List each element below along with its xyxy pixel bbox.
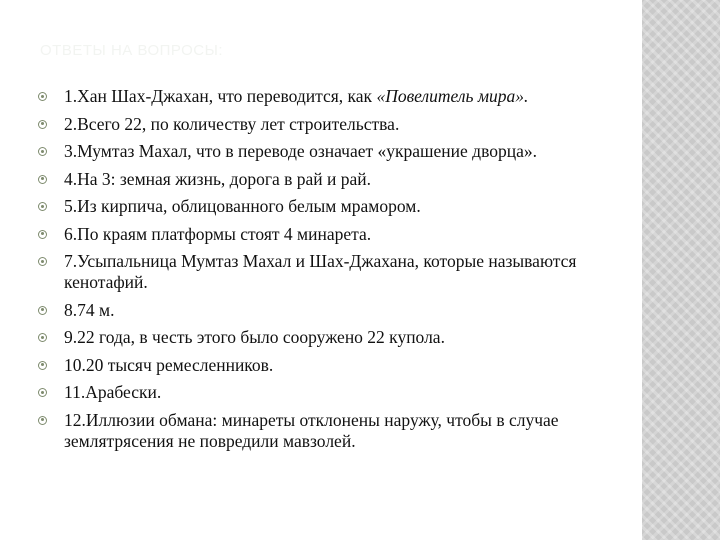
ring-bullet-icon <box>38 388 47 397</box>
item-text: 6.По краям платформы стоят 4 минарета. <box>64 223 372 244</box>
item-text: 5.Из кирпича, облицованного белым мрамором. <box>64 196 421 216</box>
answer-list <box>38 86 628 458</box>
ring-bullet-icon <box>38 147 47 156</box>
ring-bullet-icon <box>38 92 47 101</box>
item-text: 2.Всего 22, по количеству лет строительства. <box>64 113 400 134</box>
item-text: 1.Хан Шах-Джахан, что переводится, как <box>64 86 377 106</box>
ring-bullet-icon <box>38 230 47 239</box>
ring-bullet-icon <box>38 120 47 129</box>
ring-bullet-icon <box>38 257 47 266</box>
item-emphasis: «Повелитель мира». <box>376 86 529 106</box>
item-text: 7.Усыпальница Мумтаз Махал и Шах-Джахана, которые называются кенотафий. <box>64 251 577 292</box>
list-item <box>38 251 628 293</box>
item-text: 12.Иллюзии обмана: минареты отклонены наружу, чтобы в случае землятрясения не повредили мавзолей. <box>64 409 559 451</box>
ring-bullet-icon <box>38 361 47 370</box>
item-text: 8.74 м. <box>64 299 115 320</box>
list-item <box>38 382 628 403</box>
item-text: 11.Арабески. <box>64 382 162 402</box>
ring-bullet-icon <box>38 416 47 425</box>
ring-bullet-icon <box>38 202 47 211</box>
side-pattern-decoration <box>642 0 720 540</box>
list-item <box>38 196 628 217</box>
list-item <box>38 114 628 135</box>
item-text: 4.На 3: земная жизнь, дорога в рай и рай. <box>64 168 372 189</box>
list-item <box>38 169 628 190</box>
item-text: 9.22 года, в честь этого было сооружено 22 купола. <box>64 327 445 347</box>
ring-bullet-icon <box>38 175 47 184</box>
list-item <box>38 300 628 321</box>
list-item <box>38 141 628 162</box>
item-text: 3.Мумтаз Махал, что в переводе означает «украшение дворца». <box>64 141 537 161</box>
list-item <box>38 410 628 452</box>
item-text: 10.20 тысяч ремесленников. <box>64 354 274 375</box>
list-item <box>38 327 628 348</box>
list-item <box>38 355 628 376</box>
ring-bullet-icon <box>38 306 47 315</box>
ring-bullet-icon <box>38 333 47 342</box>
list-item <box>38 224 628 245</box>
slide-title: ОТВЕТЫ НА ВОПРОСЫ: <box>40 42 224 59</box>
list-item <box>38 86 628 107</box>
